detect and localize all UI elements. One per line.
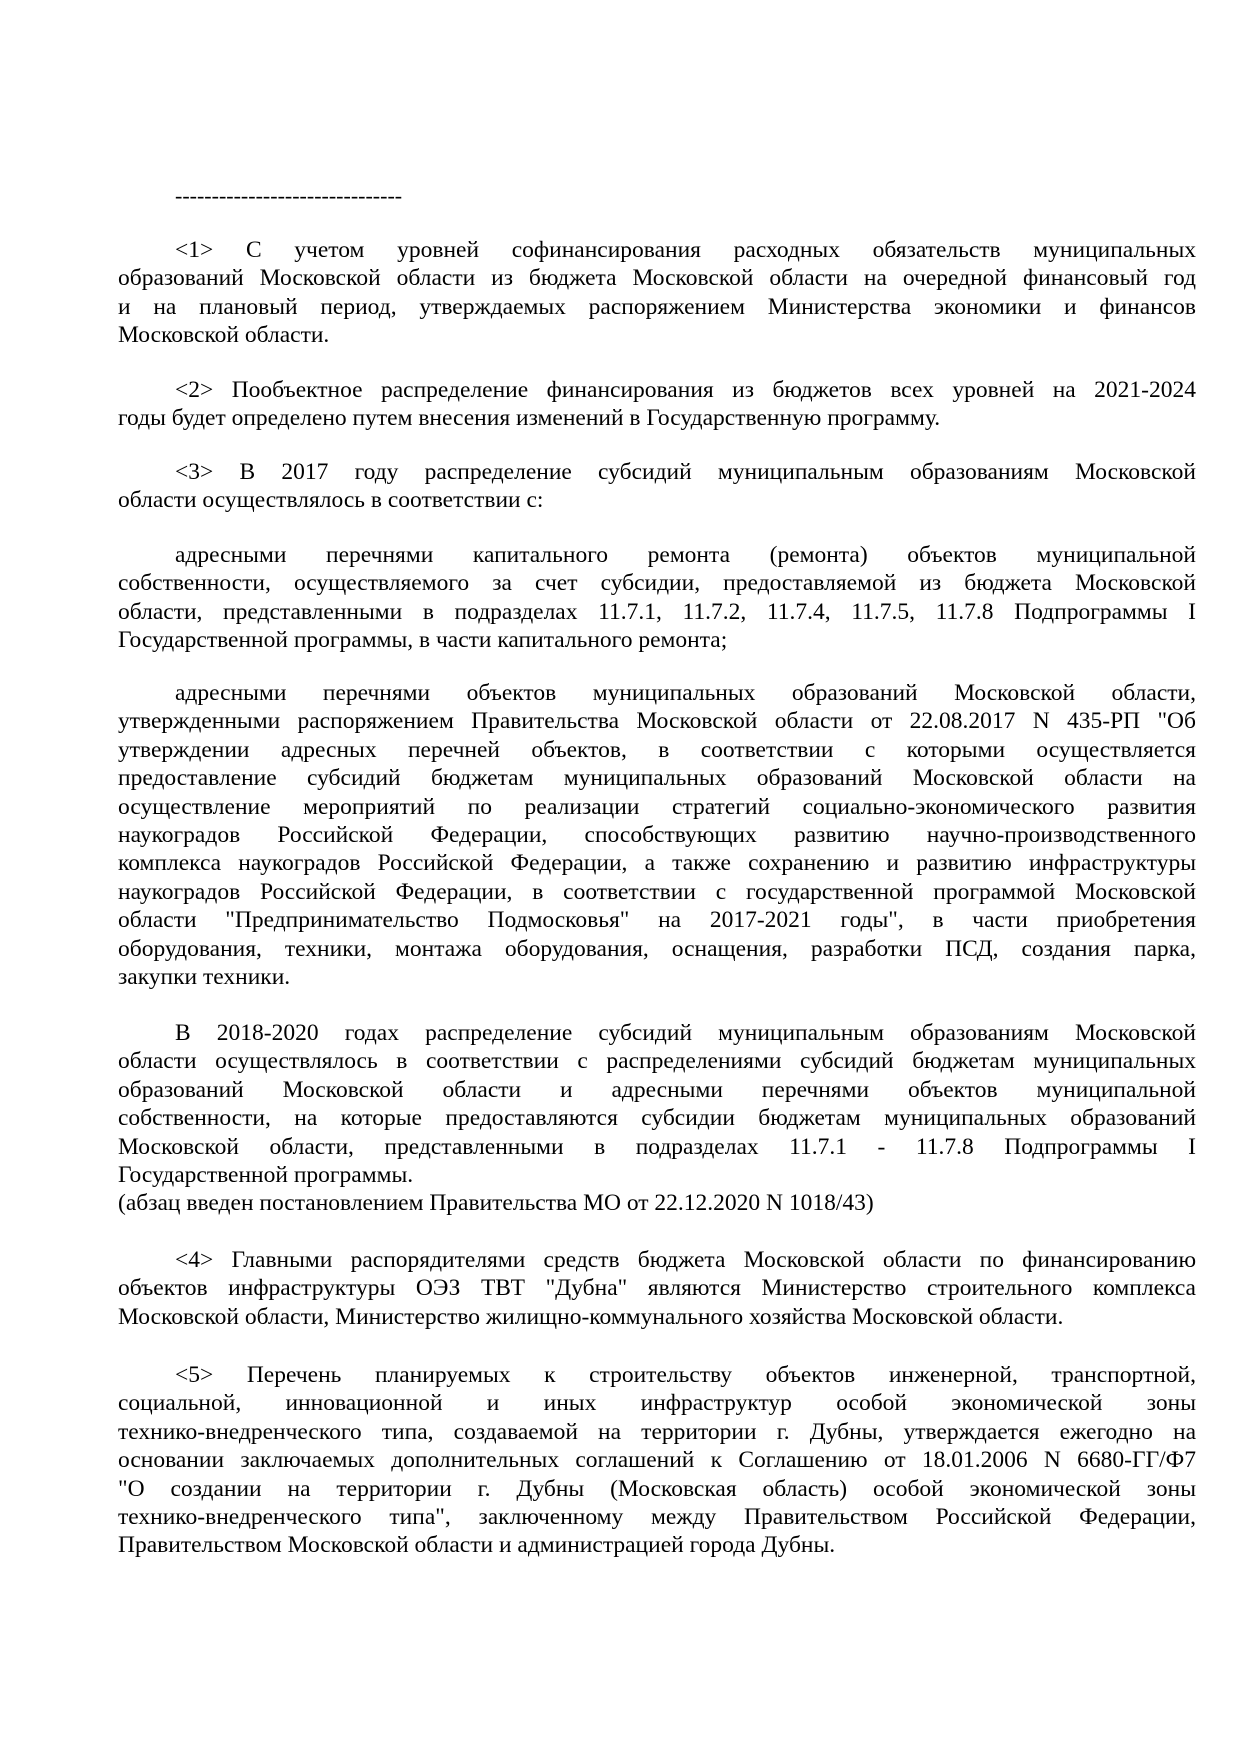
text-line: Государственной программы. bbox=[118, 1161, 414, 1188]
text-line: <3> В 2017 году распределение субсидий муниципальным образованиям Московской bbox=[175, 459, 1196, 485]
text-line: технико-внедренческого типа", заключенному между Правительством Российской Федерации, bbox=[118, 1503, 1196, 1530]
text-line: собственности, на которые предоставляются субсидии бюджетам муниципальных образований bbox=[118, 1105, 1196, 1132]
text-line: осуществление мероприятий по реализации стратегий социально-экономического развития bbox=[118, 793, 1196, 820]
text-line: <4> Главными распорядителями средств бюджета Московской области по финансированию bbox=[175, 1247, 1196, 1273]
text-line: годы будет определено путем внесения изменений в Государственную программу. bbox=[118, 405, 941, 432]
text-line: Московской области, Министерство жилищно-коммунального хозяйства Московской области. bbox=[118, 1303, 1064, 1330]
text-line: "О создании на территории г. Дубны (Московская область) особой экономической зоны bbox=[118, 1475, 1196, 1502]
text-line: комплекса наукоградов Российской Федерации, а также сохранению и развитию инфраструктуры bbox=[118, 850, 1196, 877]
text-line: Государственной программы, в части капитального ремонта; bbox=[118, 627, 728, 654]
text-line: образований Московской области из бюджета Московской области на очередной финансовый год bbox=[118, 265, 1196, 292]
text-line: и на плановый период, утверждаемых распоряжением Министерства экономики и финансов bbox=[118, 293, 1196, 320]
text-line: технико-внедренческого типа, создаваемой на территории г. Дубны, утверждается ежегодно на bbox=[118, 1418, 1196, 1445]
paragraph-note-1 bbox=[118, 236, 1196, 350]
paragraph-note-3-b bbox=[118, 679, 1196, 991]
paragraph-note-2 bbox=[118, 376, 1196, 433]
text-line: наукоградов Российской Федерации, способствующих развитию научно-производственного bbox=[118, 821, 1196, 848]
text-line: адресными перечнями объектов муниципальных образований Московской области, bbox=[175, 680, 1196, 706]
text-line: социальной, инновационной и иных инфраструктур особой экономической зоны bbox=[118, 1390, 1196, 1417]
text-line: собственности, осуществляемого за счет субсидии, предоставляемой из бюджета Московской bbox=[118, 570, 1196, 597]
text-line: адресными перечнями капитального ремонта (ремонта) объектов муниципальной bbox=[175, 542, 1196, 568]
text-line: объектов инфраструктуры ОЭЗ ТВТ "Дубна" являются Министерство строительного комплекса bbox=[118, 1275, 1196, 1302]
text-line: утверждении адресных перечней объектов, в соответствии с которыми осуществляется bbox=[118, 736, 1196, 763]
paragraph-note-3 bbox=[118, 458, 1196, 515]
text-line: <5> Перечень планируемых к строительству объектов инженерной, транспортной, bbox=[175, 1362, 1196, 1388]
text-line: области "Предпринимательство Подмосковья" на 2017-2021 годы", в части приобретения bbox=[118, 907, 1196, 934]
text-line: утвержденными распоряжением Правительства Московской области от 22.08.2017 N 435-РП "Об bbox=[118, 708, 1196, 735]
text-line: Правительством Московской области и администрацией города Дубны. bbox=[118, 1532, 836, 1559]
text-line: В 2018-2020 годах распределение субсидий муниципальным образованиям Московской bbox=[175, 1020, 1196, 1046]
text-line: <1> С учетом уровней софинансирования расходных обязательств муниципальных bbox=[175, 237, 1196, 263]
text-line: образований Московской области и адресными перечнями объектов муниципальной bbox=[118, 1076, 1196, 1103]
paragraph-note-3-c bbox=[118, 1019, 1196, 1218]
footnote-separator: ------------------------------- bbox=[175, 183, 403, 208]
text-line: закупки техники. bbox=[118, 963, 291, 990]
text-line: Московской области. bbox=[118, 322, 330, 349]
text-line: основании заключаемых дополнительных соглашений к Соглашению от 18.01.2006 N 6680-ГГ/Ф7 bbox=[118, 1447, 1196, 1474]
text-line: оборудования, техники, монтажа оборудования, оснащения, разработки ПСД, создания парка, bbox=[118, 935, 1196, 962]
text-line: области осуществлялось в соответствии с распределениями субсидий бюджетам муниципальных bbox=[118, 1048, 1196, 1075]
paragraph-note-5 bbox=[118, 1361, 1196, 1560]
text-line: области осуществлялось в соответствии с: bbox=[118, 487, 544, 514]
text-line: Московской области, представленными в подразделах 11.7.1 - 11.7.8 Подпрограммы I bbox=[118, 1133, 1196, 1160]
paragraph-note-4 bbox=[118, 1246, 1196, 1331]
text-line: наукоградов Российской Федерации, в соответствии с государственной программой Московской bbox=[118, 878, 1196, 905]
text-line: предоставление субсидий бюджетам муниципальных образований Московской области на bbox=[118, 765, 1196, 792]
text-line: <2> Пообъектное распределение финансирования из бюджетов всех уровней на 2021-2024 bbox=[175, 377, 1196, 403]
paragraph-note-3-a bbox=[118, 541, 1196, 655]
amendment-note: (абзац введен постановлением Правительства МО от 22.12.2020 N 1018/43) bbox=[118, 1190, 874, 1217]
text-line: области, представленными в подразделах 11.7.1, 11.7.2, 11.7.4, 11.7.5, 11.7.8 Подпрограммы I bbox=[118, 598, 1196, 625]
